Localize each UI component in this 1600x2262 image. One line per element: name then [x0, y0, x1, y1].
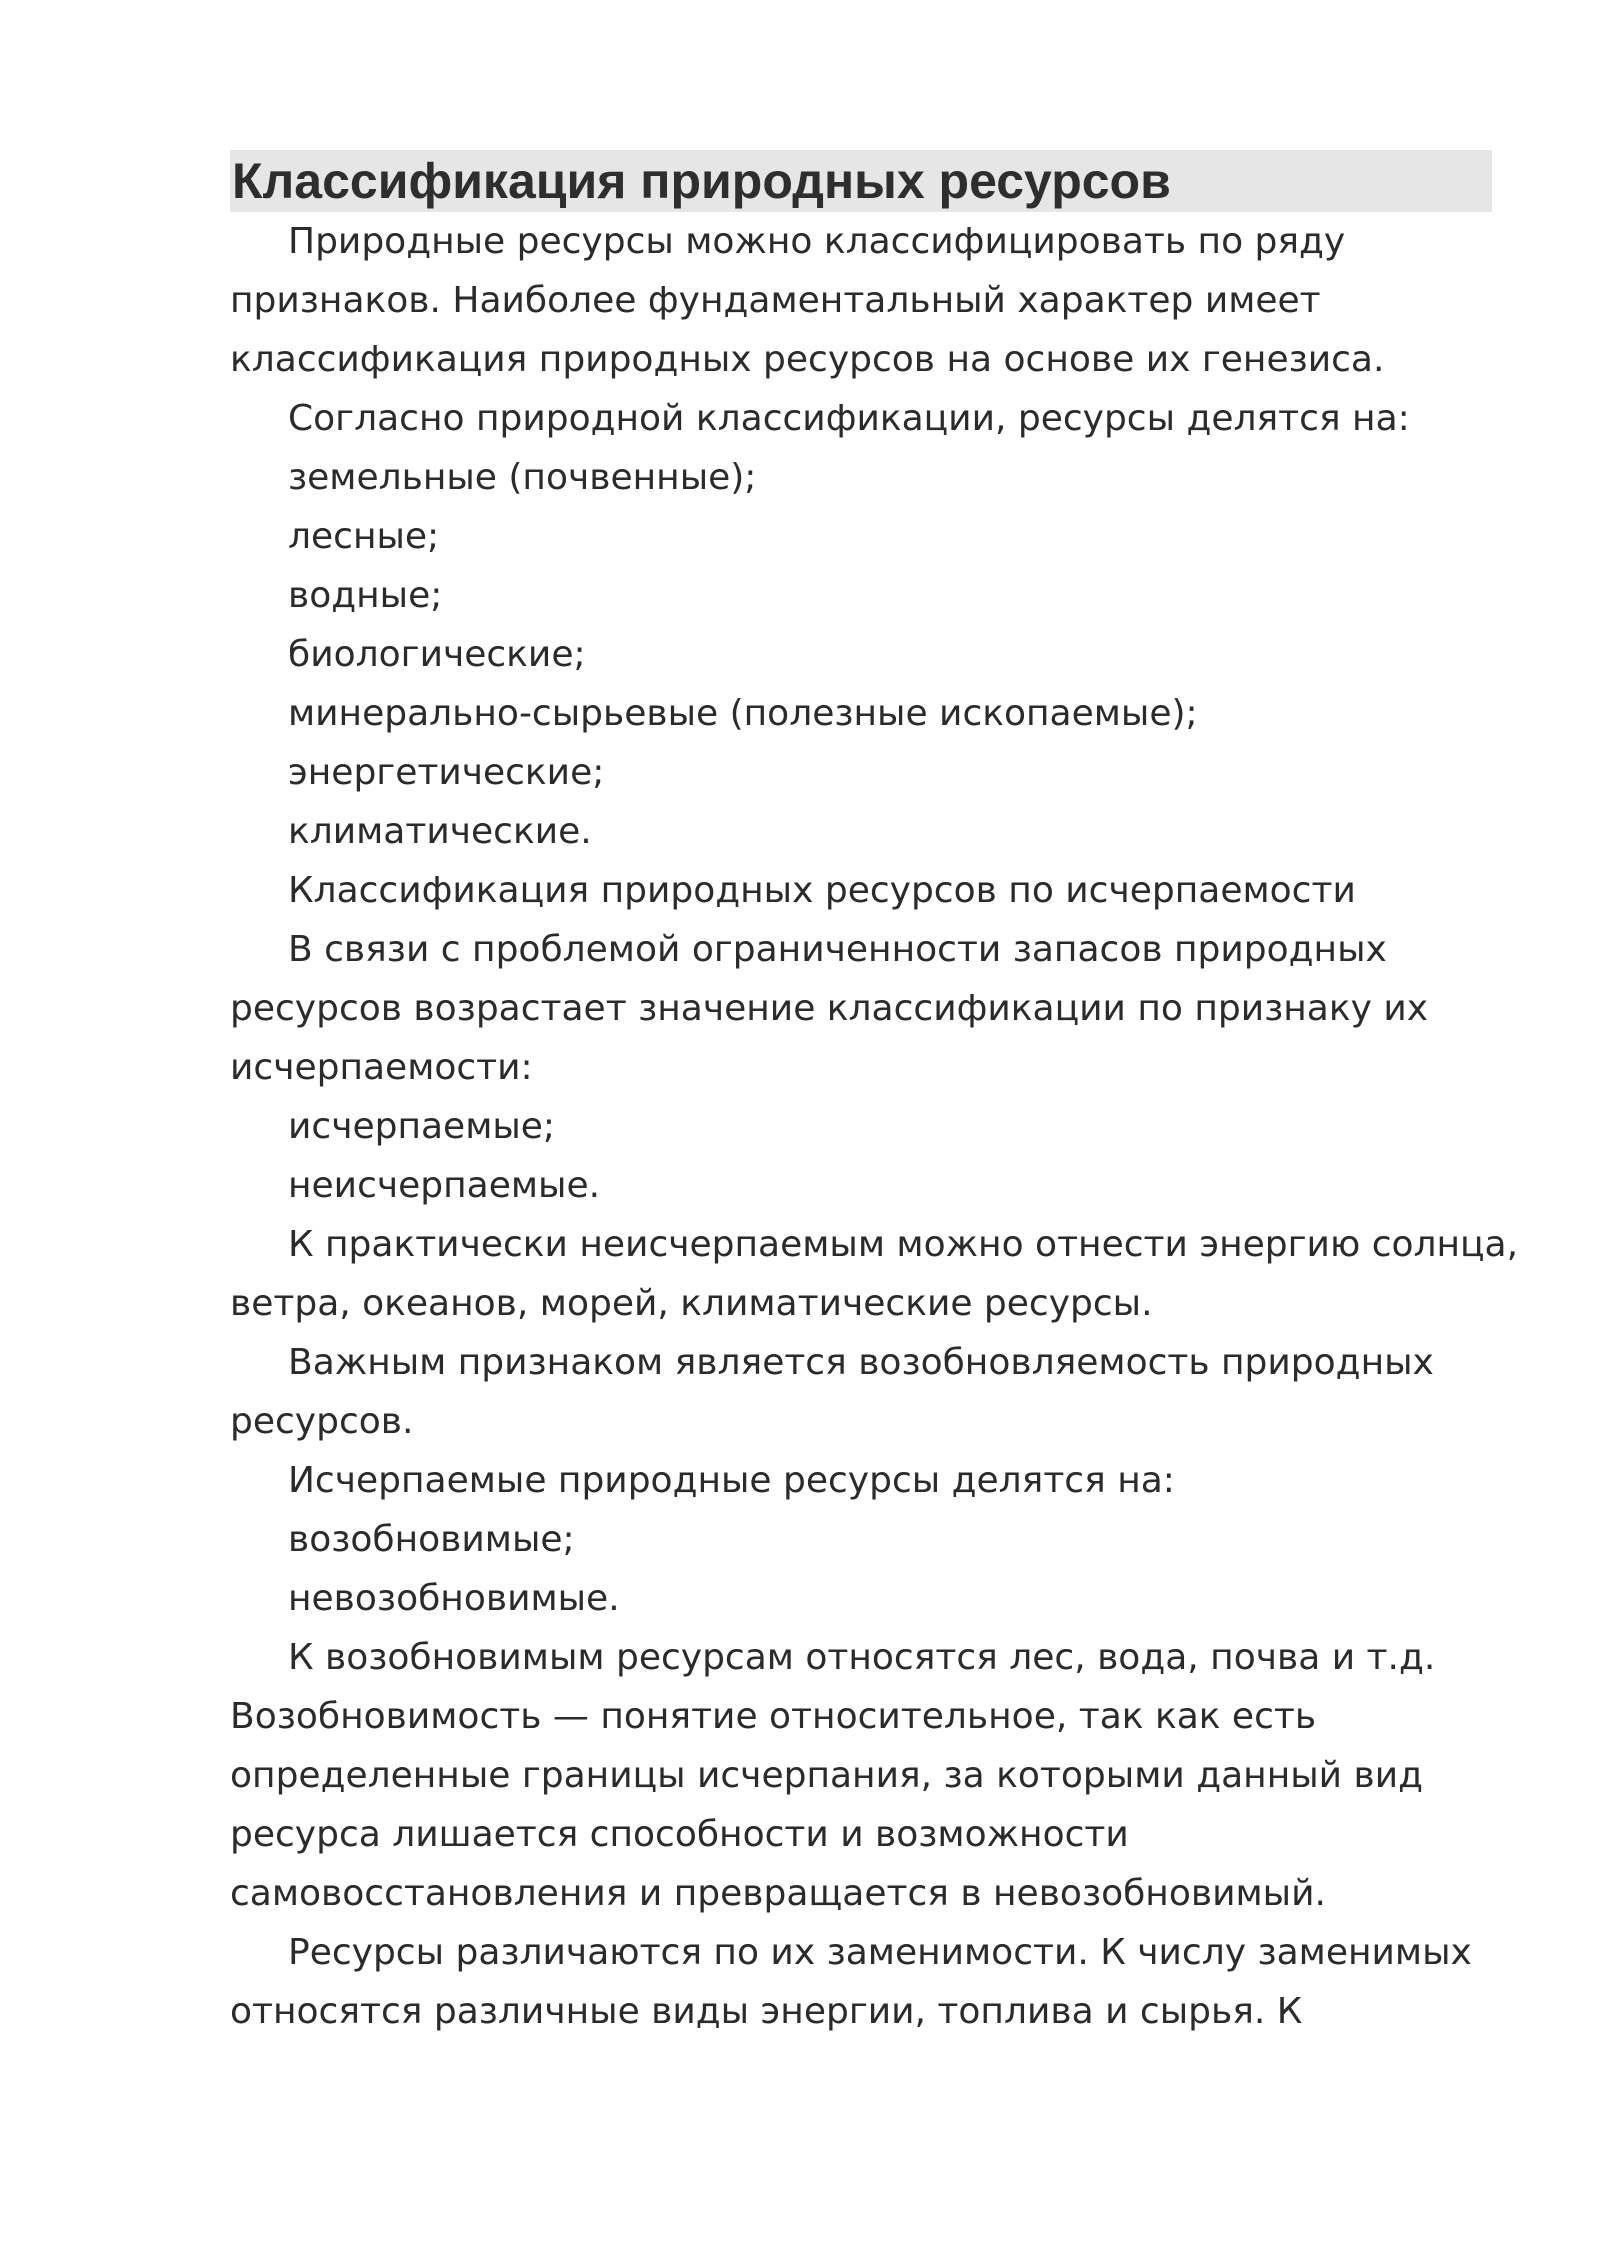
text-line: К практически неисчерпаемым можно отнести энергию солнца,	[288, 1224, 1519, 1265]
text-line: исчерпаемости:	[230, 1047, 533, 1088]
text-line: Важным признаком является возобновляемость природных	[288, 1342, 1434, 1383]
document-body	[230, 212, 1519, 2041]
text-line: определенные границы исчерпания, за которыми данный вид	[230, 1755, 1423, 1796]
text-line: Классификация природных ресурсов по исчерпаемости	[288, 870, 1356, 911]
text-line: ветра, океанов, морей, климатические ресурсы.	[230, 1283, 1153, 1324]
text-line: ресурсов.	[230, 1401, 414, 1442]
text-line: ресурсов возрастает значение классификации по признаку их	[230, 988, 1429, 1029]
text-line: относятся различные виды энергии, топлива и сырья. К	[230, 1991, 1303, 2032]
document-content	[230, 150, 1519, 2041]
text-line: минерально-сырьевые (полезные ископаемые);	[288, 693, 1198, 734]
text-line: Природные ресурсы можно классифицировать по ряду	[288, 221, 1346, 262]
text-line: Ресурсы различаются по их заменимости. К числу заменимых	[288, 1932, 1472, 1973]
text-line: Исчерпаемые природные ресурсы делятся на:	[288, 1460, 1175, 1501]
text-line: Согласно природной классификации, ресурсы делятся на:	[288, 398, 1410, 439]
text-line: земельные (почвенные);	[288, 457, 757, 498]
text-line: неисчерпаемые.	[288, 1165, 601, 1206]
text-line: классификация природных ресурсов на основе их генезиса.	[230, 339, 1385, 380]
text-line: биологические;	[288, 634, 586, 675]
text-line: самовосстановления и превращается в невозобновимый.	[230, 1873, 1326, 1914]
text-line: признаков. Наиболее фундаментальный характер имеет	[230, 280, 1321, 321]
text-line: лесные;	[288, 516, 440, 557]
text-line: Возобновимость — понятие относительное, так как есть	[230, 1696, 1317, 1737]
text-line: климатические.	[288, 811, 592, 852]
document-heading: Классификация природных ресурсов	[230, 150, 1492, 212]
text-line: невозобновимые.	[288, 1578, 620, 1619]
text-line: энергетические;	[288, 752, 605, 793]
text-line: исчерпаемые;	[288, 1106, 556, 1147]
text-line: водные;	[288, 575, 443, 616]
text-line: ресурса лишается способности и возможности	[230, 1814, 1129, 1855]
text-line: возобновимые;	[288, 1519, 575, 1560]
text-line: В связи с проблемой ограниченности запасов природных	[288, 929, 1387, 970]
text-line: К возобновимым ресурсам относятся лес, вода, почва и т.д.	[288, 1637, 1436, 1678]
